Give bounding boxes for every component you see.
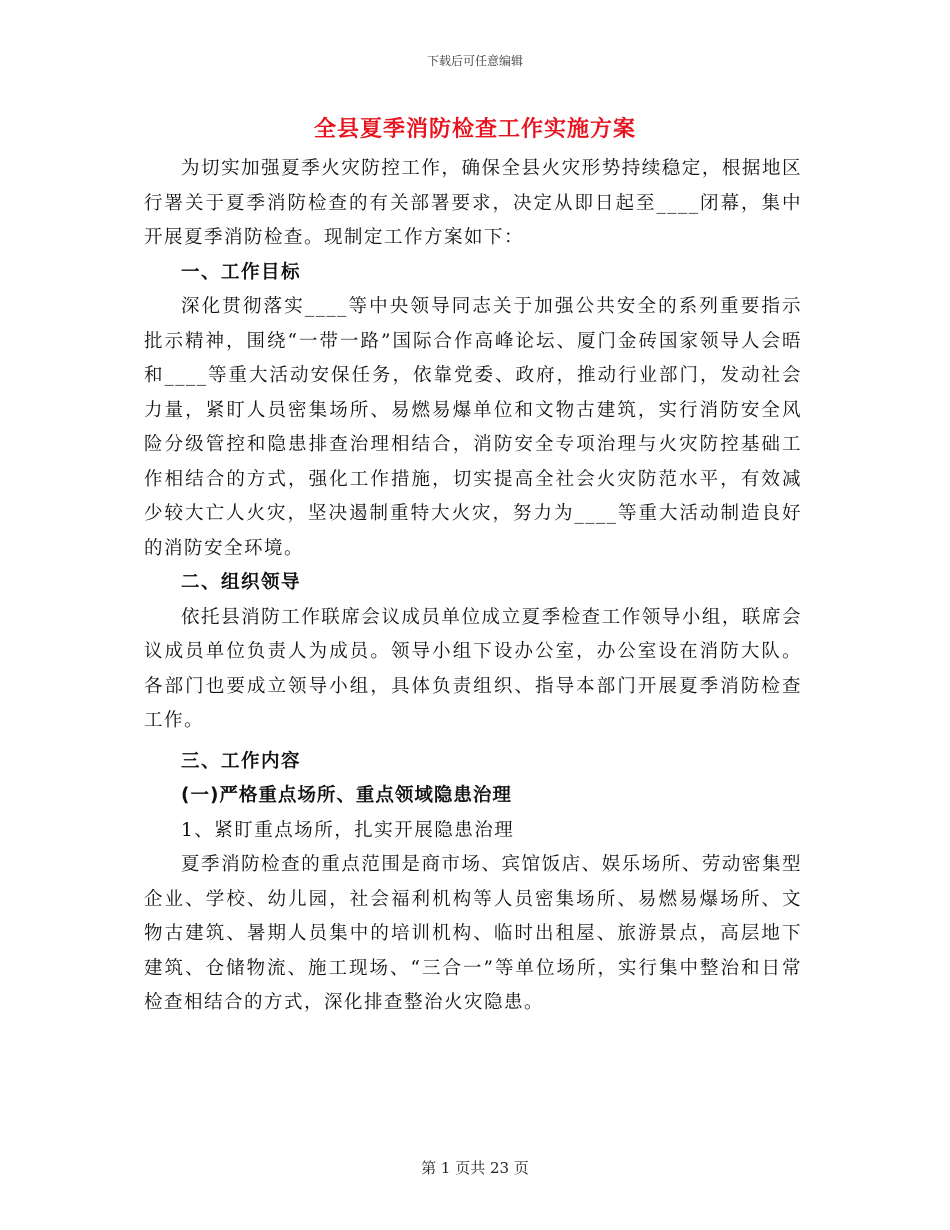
section-body-organization: 依托县消防工作联席会议成员单位成立夏季检查工作领导小组，联席会议成员单位负责人为成员。领导小组下设办公室，办公室设在消防大队。各部门也要成立领导小组，具体负责组织、指导本部门开展夏季消防检查工作。 — [144, 606, 802, 731]
document-title: 全县夏季消防检查工作实施方案 — [313, 116, 636, 142]
page-header-note: 下载后可任意编辑 — [426, 54, 523, 68]
section-heading-content: 三、工作内容 — [181, 750, 302, 772]
intro-paragraph: 为切实加强夏季火灾防控工作，确保全县火灾形势持续稳定，根据地区行署关于夏季消防检查的有关部署要求，决定从即日起至____闭幕，集中开展夏季消防检查。现制定工作方案如下： — [144, 158, 802, 248]
section-item-key-places: 1、紧盯重点场所，扎实开展隐患治理 — [181, 819, 515, 841]
section-heading-goals: 一、工作目标 — [181, 261, 302, 283]
document-body — [144, 152, 802, 1021]
section-subheading-key-areas: (一)严格重点场所、重点领域隐患治理 — [181, 785, 512, 806]
section-body-content: 夏季消防检查的重点范围是商市场、宾馆饭店、娱乐场所、劳动密集型企业、学校、幼儿园，社会福利机构等人员密集场所、易燃易爆场所、文物古建筑、暑期人员集中的培训机构、临时出租屋、旅游景点，高层地下建筑、仓储物流、施工现场、“三合一”等单位场所，实行集中整治和日常检查相结合的方式，深化排查整治火灾隐患。 — [144, 854, 802, 1013]
section-heading-organization: 二、组织领导 — [181, 572, 302, 593]
page-number-footer: 第 1 页共 23 页 — [421, 1159, 529, 1177]
section-body-goals: 深化贯彻落实____等中央领导同志关于加强公共安全的系列重要指示批示精神，围绕“一带一路”国际合作高峰论坛、厦门金砖国家领导人会晤和____等重大活动安保任务，依靠党委、政府，推动行业部门，发动社会力量，紧盯人员密集场所、易燃易爆单位和文物古建筑，实行消防安全风险分级管控和隐患排查治理相结合，消防安全专项治理与火灾防控基础工作相结合的方式，强化工作措施，切实提高全社会火灾防范水平，有效减少较大亡人火灾，坚决遏制重特大火灾，努力为____等重大活动制造良好的消防安全环境。 — [144, 296, 802, 559]
